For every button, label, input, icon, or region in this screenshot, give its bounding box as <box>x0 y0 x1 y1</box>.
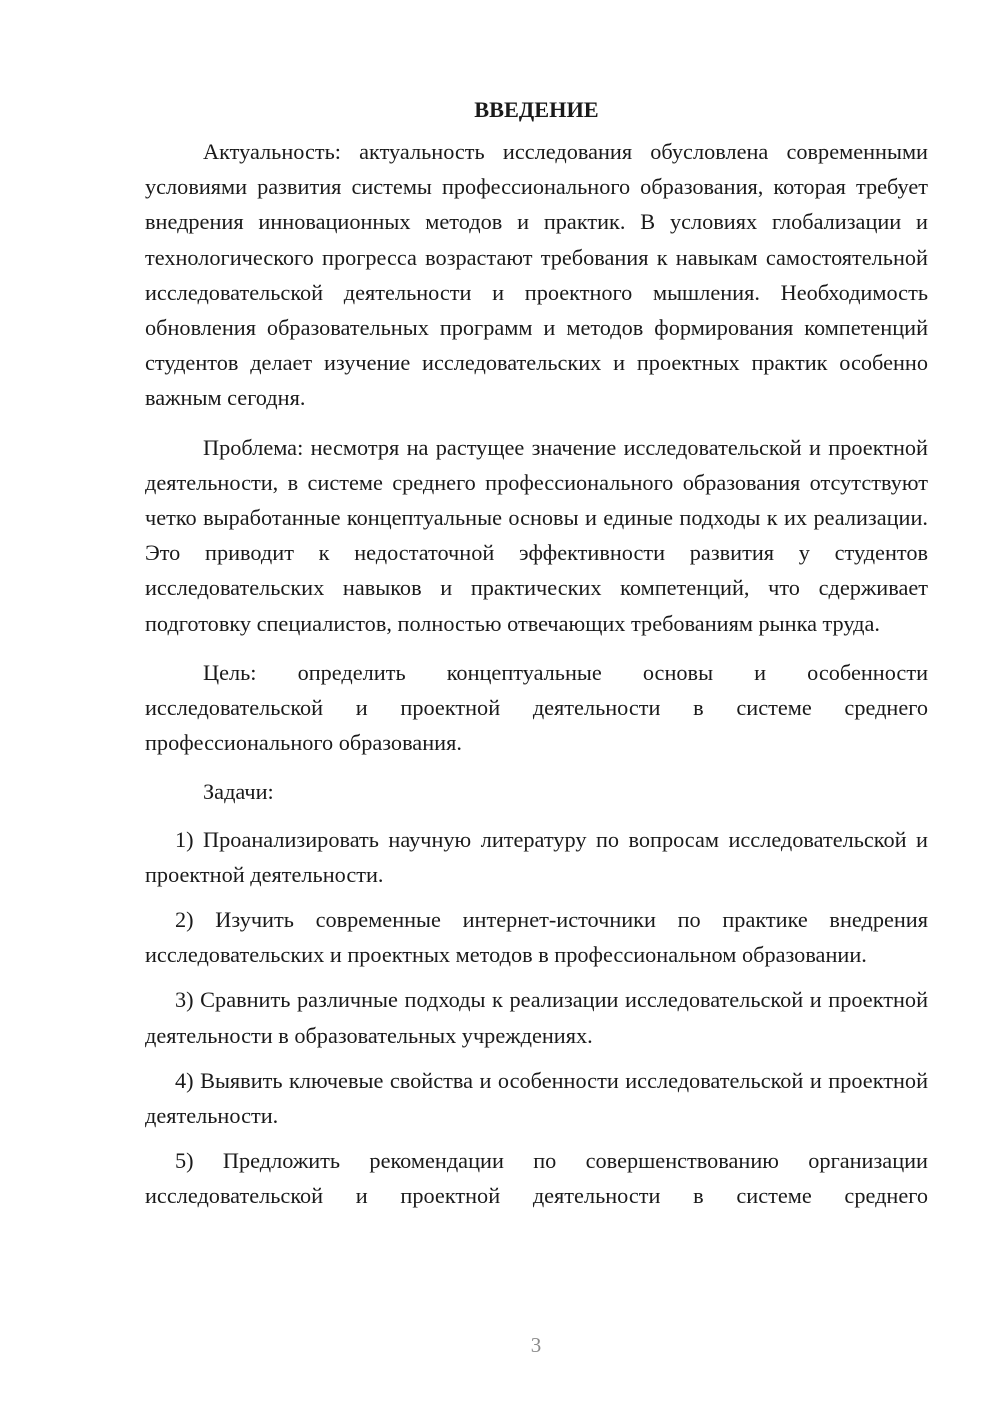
page-number: 3 <box>530 1333 542 1357</box>
page-title: ВВЕДЕНИЕ <box>474 97 599 122</box>
task-item-1: 1) Проанализировать научную литературу по вопросам исследовательской и проектной деятельности. <box>145 826 928 887</box>
task-item-2: 2) Изучить современные интернет-источники по практике внедрения исследовательских и проектных методов в профессиональном образовании. <box>145 907 928 968</box>
task-item-5: 5) Предложить рекомендации по совершенствованию организации исследовательской и проектной деятельности в системе среднего <box>145 1148 928 1209</box>
tasks-heading: Задачи: <box>203 779 274 805</box>
paragraph-problem: Проблема: несмотря на растущее значение исследовательской и проектной деятельности, в системе среднего профессионального образования отсутствуют четко выработанные концептуальные основы и единые подходы к их реализации. Это приводит к недостаточной эффективности развития у студентов исследовательских навыков и практических компетенций, что сдерживает подготовку специалистов, полностью отвечающих требованиям рынка труда. <box>145 434 928 636</box>
paragraph-goal: Цель: определить концептуальные основы и особенности исследовательской и проектной деятельности в системе среднего профессионального образования. <box>145 659 928 756</box>
task-item-4: 4) Выявить ключевые свойства и особенности исследовательской и проектной деятельности. <box>145 1067 928 1129</box>
task-item-3: 3) Сравнить различные подходы к реализации исследовательской и проектной деятельности в образовательных учреждениях. <box>145 987 928 1048</box>
document-page <box>145 92 928 1224</box>
paragraph-relevance: Актуальность: актуальность исследования обусловлена современными условиями развития системы профессионального образования, которая требует внедрения инновационных методов и практик. В условиях глобализации и технологического прогресса возрастают требования к навыкам самостоятельной исследовательской деятельности и проектного мышления. Необходимость обновления образовательных программ и методов формирования компетенций студентов делает изучение исследовательских и проектных практик особенно важным сегодня. <box>145 139 928 411</box>
